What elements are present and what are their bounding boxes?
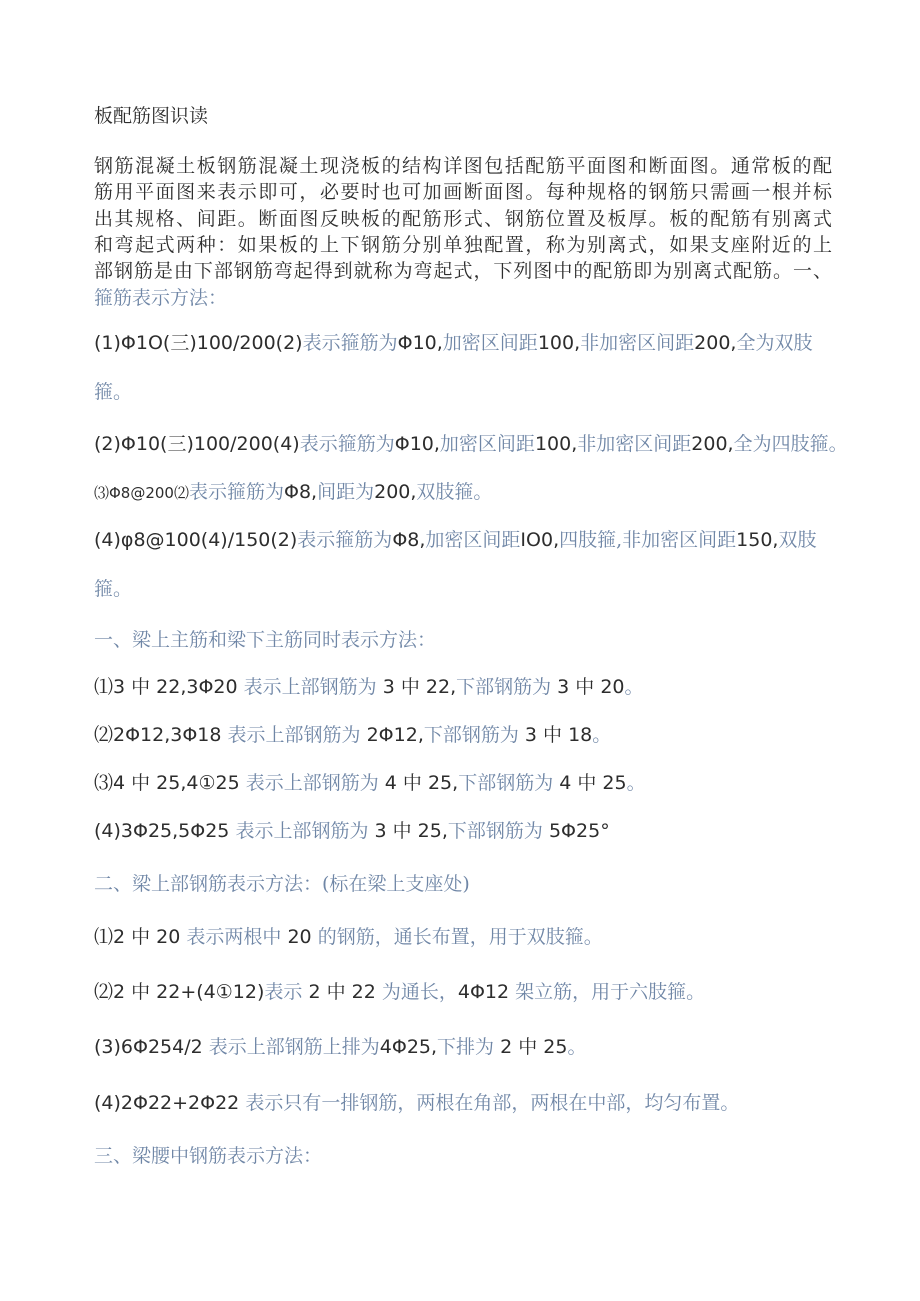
stirrup-text-4f: 非加密区间距 — [622, 529, 737, 551]
stirrup-text-3b: Φ8, — [284, 481, 318, 503]
stirrup-text-1f: 非加密区间距 — [580, 332, 695, 354]
top-bar-item-4 — [94, 1090, 739, 1116]
stirrup-text-2b: 箍筋为 — [337, 433, 395, 455]
stirrup-text-1b: 箍筋为 — [340, 332, 398, 354]
section-heading-1: 一、梁上主筋和梁下主筋同时表示方法： — [94, 629, 437, 651]
top-bar-text-2f: ，用于六肢箍。 — [572, 981, 706, 1003]
main-bar-text-2a: 表示上部钢筋为 — [227, 724, 361, 746]
stirrup-text-2a: 表示 — [299, 433, 338, 455]
stirrup-text-2c: Φ10, — [394, 433, 440, 455]
stirrup-text-2h: 全为四肢箍。 — [733, 433, 848, 455]
top-bar-text-3d: 2 中 25 — [500, 1036, 568, 1058]
stirrup-text-3e: 双肢箍。 — [416, 481, 493, 503]
top-bar-item-3 — [94, 1034, 586, 1060]
stirrup-text-3d: 200, — [374, 481, 417, 503]
intro-line-2: 筋用平面图来表示即可，必要时也可加画断面图。每种规格的钢筋只需画一根并标 — [94, 181, 832, 203]
intro-line-1: 钢筋混凝土板钢筋混凝土现浇板的结构详图包括配筋平面图和断面图。通常板的配 — [94, 155, 832, 177]
stirrup-text-1h: 全为 — [736, 332, 775, 354]
main-bar-code-3: ⑶4 中 25,4①25 — [94, 772, 240, 794]
stirrup-text-2f: 非加密区间距 — [577, 433, 692, 455]
stirrup-text-3c: 间距为 — [317, 481, 375, 503]
intro-line-4: 和弯起式两种：如果板的上下钢筋分别单独配置，称为别离式，如果支座附近的上 — [94, 234, 832, 256]
stirrup-code-2: (2)Φ10(三)100/200(4) — [94, 433, 300, 455]
stirrup-item-1 — [94, 330, 812, 356]
document-title: 板配筋图识读 — [94, 105, 209, 127]
stirrup-code-1: (1)Φ1O(三)100/200(2) — [94, 332, 303, 354]
intro-line-6: 箍筋表示方法： — [94, 287, 228, 309]
main-bar-code-4: (4)3Φ25,5Φ25 — [94, 820, 230, 842]
top-bar-text-1a: 表示两根中 — [186, 926, 282, 948]
top-bar-text-3c: 下排为 — [437, 1036, 495, 1058]
main-bar-text-3e: 。 — [626, 772, 646, 794]
main-bar-text-3d: 4 中 25 — [559, 772, 627, 794]
stirrup-text-1d: 加密区间距 — [442, 332, 538, 354]
stirrup-text-1g: 200, — [694, 332, 737, 354]
main-bar-text-4d: 5Φ25° — [548, 820, 610, 842]
stirrup-text-4c: 加密区间距 — [425, 529, 521, 551]
top-bar-item-1 — [94, 924, 603, 950]
top-bar-code-3: (3)6Φ254/2 — [94, 1036, 203, 1058]
main-bar-text-3a: 表示上部钢筋为 — [245, 772, 379, 794]
stirrup-text-1c: Φ10, — [397, 332, 443, 354]
stirrup-text-1a: 表示 — [302, 332, 341, 354]
stirrup-text-4b: Φ8, — [392, 529, 426, 551]
stirrup-text-3a: 表示箍筋为 — [188, 481, 284, 503]
main-bar-text-4c: 下部钢筋为 — [447, 820, 543, 842]
stirrup-text-2e: 100, — [534, 433, 578, 455]
section-heading-2: 二、梁上部钢筋表示方法：(标在梁上支座处) — [94, 873, 470, 895]
main-bar-text-1a: 表示上部钢筋为 — [243, 676, 377, 698]
top-bar-text-2c: 为通长， — [381, 981, 458, 1003]
main-bar-text-2b: 2Φ12, — [366, 724, 424, 746]
stirrup-item-4-wrap: 箍。 — [94, 578, 133, 600]
stirrup-text-1e: 100, — [537, 332, 581, 354]
top-bar-code-2: ⑵2 中 22+(4①12) — [94, 981, 265, 1003]
top-bar-text-2b: 2 中 22 — [308, 981, 376, 1003]
main-bar-text-1d: 3 中 20 — [557, 676, 625, 698]
main-bar-code-1: ⑴3 中 22,3Φ20 — [94, 676, 238, 698]
stirrup-code-3: ⑶Φ8@200⑵ — [94, 484, 189, 502]
top-bar-text-2d: 4Φ12 — [457, 981, 510, 1003]
main-bar-item-3 — [94, 770, 646, 796]
main-bar-text-1e: 。 — [624, 676, 644, 698]
main-bar-item-2 — [94, 722, 611, 748]
stirrup-text-4e: 四肢箍, — [559, 529, 623, 551]
stirrup-item-3 — [94, 479, 492, 506]
stirrup-code-4: (4)φ8@100(4)/150(2) — [94, 529, 298, 551]
top-bar-item-2 — [94, 979, 705, 1005]
stirrup-text-4a: 表示箍筋为 — [297, 529, 393, 551]
main-bar-text-4a: 表示上部钢筋为 — [235, 820, 369, 842]
stirrup-item-1-wrap: 箍。 — [94, 381, 133, 403]
stirrup-text-4d: IO0, — [520, 529, 560, 551]
main-bar-code-2: ⑵2Φ12,3Φ18 — [94, 724, 222, 746]
top-bar-text-1c: 的钢筋，通长布置，用于双肢箍。 — [317, 926, 603, 948]
stirrup-text-2g: 200, — [691, 433, 734, 455]
main-bar-item-1 — [94, 674, 644, 700]
main-bar-item-4 — [94, 818, 610, 844]
top-bar-code-1: ⑴2 中 20 — [94, 926, 181, 948]
main-bar-text-3b: 4 中 25, — [384, 772, 459, 794]
intro-line-3: 出其规格、间距。断面图反映板的配筋形式、钢筋位置及板厚。板的配筋有别离式 — [94, 208, 832, 230]
section-heading-3: 三、梁腰中钢筋表示方法： — [94, 1145, 323, 1167]
stirrup-text-4g: 150, — [736, 529, 779, 551]
top-bar-text-2e: 架立筋 — [515, 981, 573, 1003]
main-bar-text-2d: 3 中 18 — [524, 724, 593, 746]
stirrup-text-4h: 双肢 — [778, 529, 817, 551]
stirrup-text-2d: 加密区间距 — [439, 433, 535, 455]
top-bar-text-1b: 20 — [287, 926, 312, 948]
top-bar-text-3b: 4Φ25, — [379, 1036, 438, 1058]
main-bar-text-4b: 3 中 25, — [374, 820, 448, 842]
main-bar-text-3c: 下部钢筋为 — [458, 772, 554, 794]
stirrup-text-1i: 双肢 — [774, 332, 813, 354]
top-bar-text-3e: 。 — [567, 1036, 587, 1058]
main-bar-text-1c: 下部钢筋为 — [456, 676, 552, 698]
stirrup-item-4 — [94, 527, 817, 553]
main-bar-text-2c: 下部钢筋为 — [423, 724, 519, 746]
top-bar-text-3a: 表示上部钢筋上排为 — [208, 1036, 380, 1058]
top-bar-code-4: (4)2Φ22+2Φ22 — [94, 1092, 240, 1114]
main-bar-text-1b: 3 中 22, — [382, 676, 457, 698]
intro-line-5: 部钢筋是由下部钢筋弯起得到就称为弯起式，下列图中的配筋即为别离式配筋。一、 — [94, 260, 832, 282]
top-bar-text-2a: 表示 — [264, 981, 303, 1003]
stirrup-item-2 — [94, 431, 848, 457]
main-bar-text-2e: 。 — [592, 724, 612, 746]
top-bar-text-4a: 表示只有一排钢筋，两根在角部，两根在中部，均匀布置。 — [245, 1092, 740, 1114]
